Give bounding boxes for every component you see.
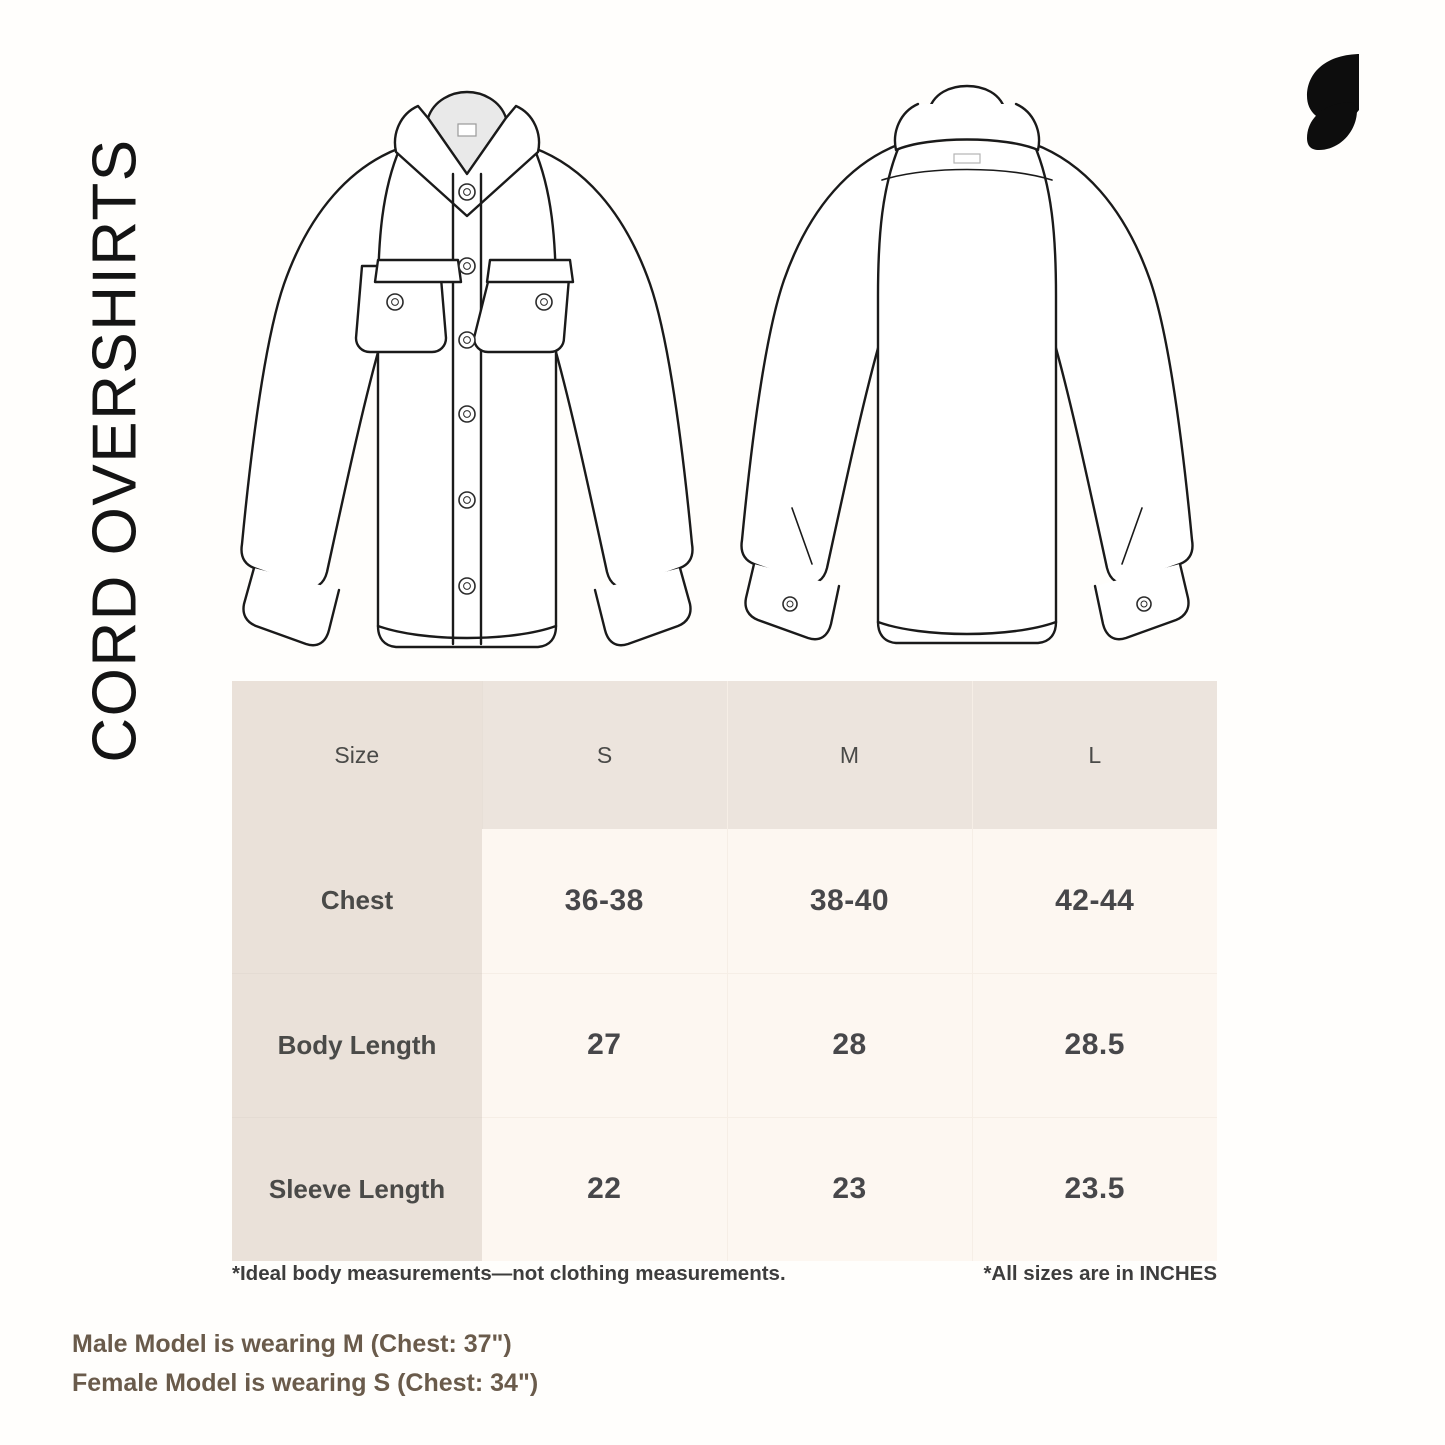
table-header-m: M bbox=[727, 681, 972, 829]
table-row bbox=[232, 1117, 1217, 1261]
row-label-body-length: Body Length bbox=[232, 973, 482, 1117]
row-label-sleeve-length: Sleeve Length bbox=[232, 1117, 482, 1261]
size-chart-table bbox=[232, 681, 1217, 1261]
model-notes bbox=[72, 1325, 538, 1403]
table-row bbox=[232, 973, 1217, 1117]
cell-chest-m: 38-40 bbox=[727, 829, 972, 973]
footnote-measurements: *Ideal body measurements—not clothing measurements. bbox=[232, 1262, 786, 1285]
cell-sleeve-length-s: 22 bbox=[482, 1117, 727, 1261]
cell-chest-l: 42-44 bbox=[972, 829, 1217, 973]
row-label-chest: Chest bbox=[232, 829, 482, 973]
cell-body-length-l: 28.5 bbox=[972, 973, 1217, 1117]
garment-illustrations bbox=[232, 70, 1217, 680]
cell-sleeve-length-m: 23 bbox=[727, 1117, 972, 1261]
overshirt-back-view bbox=[732, 70, 1202, 680]
table-header-l: L bbox=[972, 681, 1217, 829]
footnotes bbox=[232, 1262, 1217, 1286]
model-note-female: Female Model is wearing S (Chest: 34") bbox=[72, 1368, 539, 1397]
table-row bbox=[232, 829, 1217, 973]
overshirt-front-view bbox=[232, 70, 702, 680]
cell-sleeve-length-l: 23.5 bbox=[972, 1117, 1217, 1261]
page-title-text: CORD OVERSHIRTS bbox=[80, 137, 150, 763]
footnote-units: *All sizes are in INCHES bbox=[983, 1262, 1217, 1285]
model-note-male: Male Model is wearing M (Chest: 37") bbox=[72, 1330, 512, 1358]
cell-body-length-m: 28 bbox=[727, 973, 972, 1117]
page-title bbox=[0, 0, 230, 900]
cell-chest-s: 36-38 bbox=[482, 829, 727, 973]
brand-leaf-logo bbox=[1301, 52, 1377, 152]
table-header-size: Size bbox=[232, 681, 482, 829]
table-header-s: S bbox=[482, 681, 727, 829]
cell-body-length-s: 27 bbox=[482, 973, 727, 1117]
table-header-row bbox=[232, 681, 1217, 829]
